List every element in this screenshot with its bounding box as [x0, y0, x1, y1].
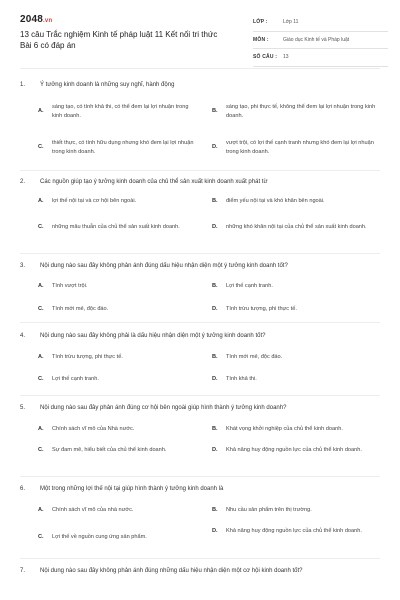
option-b[interactable] — [212, 506, 382, 515]
meta-key: MÔN : — [253, 36, 269, 43]
option-letter: A. — [38, 283, 44, 289]
meta-value: Lớp 11 — [283, 19, 299, 26]
option-letter: B. — [212, 283, 218, 289]
option-text: sáng tạo, có tính khả thi, có thể đem lại lợi nhuận trong kinh doanh. — [52, 104, 189, 119]
option-text: Chính sách vĩ mô của nhà nước. — [52, 507, 134, 513]
question-divider — [20, 395, 380, 396]
option-letter: C. — [38, 534, 44, 540]
option-c[interactable] — [38, 305, 203, 314]
question-divider — [20, 322, 380, 323]
question-number: 5. — [20, 405, 26, 411]
option-text: Khát vọng khởi nghiệp của chủ thể kinh doanh. — [226, 426, 343, 432]
question-prompt: Nội dung nào sau đây không phản ánh đúng dấu hiệu nhận diện một ý tưởng kinh doanh tốt? — [40, 263, 288, 269]
option-text: Tính trừu tượng, phi thực tế. — [52, 354, 123, 360]
option-text: Sự đam mê, hiểu biết của chủ thể kinh doanh. — [52, 447, 167, 453]
question-number: 6. — [20, 486, 26, 492]
option-letter: B. — [212, 108, 218, 115]
option-letter: D. — [212, 447, 218, 453]
option-d[interactable] — [212, 305, 382, 314]
question-prompt: Nội dung nào sau đây không phải là dấu hiệu nhận diện một ý tưởng kinh doanh tốt? — [40, 333, 266, 339]
page-header — [0, 0, 400, 64]
question-prompt: Nội dung nào sau đây phản ánh đúng cơ hội bên ngoài giúp hình thành ý tưởng kinh doanh? — [40, 405, 287, 411]
header-divider — [20, 68, 380, 69]
option-letter: A. — [38, 507, 44, 513]
question-number: 2. — [20, 179, 26, 185]
option-c[interactable] — [38, 446, 203, 455]
option-text: điểm yếu nội tại và khó khăn bên ngoài. — [226, 198, 325, 204]
option-c[interactable] — [38, 223, 198, 232]
option-a[interactable] — [38, 197, 203, 206]
question-divider — [20, 253, 380, 254]
option-b[interactable] — [212, 425, 382, 434]
option-letter: D. — [212, 376, 218, 382]
meta-row-count — [253, 49, 388, 67]
option-letter: C. — [38, 376, 44, 382]
option-letter: A. — [38, 198, 44, 204]
question-text — [20, 485, 380, 494]
question-number: 7. — [20, 568, 26, 574]
option-text: Tính trừu tượng, phi thực tế. — [226, 306, 297, 312]
option-text: Nhu cầu sản phẩm trên thị trường. — [226, 507, 312, 513]
option-letter: C. — [38, 306, 44, 312]
option-letter: B. — [212, 426, 218, 432]
option-text: những mâu thuẫn của chủ thể sản xuất kinh doanh. — [52, 224, 180, 230]
option-text: lợi thế nội tại và cơ hội bên ngoài. — [52, 198, 137, 204]
option-letter: C. — [38, 447, 44, 453]
logo-text: 2048 — [20, 14, 44, 25]
option-text: Lợi thế cạnh tranh. — [226, 283, 273, 289]
option-text: sáng tạo, phi thực tế, không thể đem lại lợi nhuận trong kinh doanh. — [226, 104, 376, 119]
question-number: 3. — [20, 263, 26, 269]
question-text — [20, 262, 380, 271]
option-letter: C. — [38, 144, 44, 151]
option-b[interactable] — [212, 353, 382, 362]
option-c[interactable] — [38, 139, 198, 156]
meta-value: Giáo dục Kinh tế và Pháp luật — [283, 36, 350, 43]
option-letter: B. — [212, 507, 218, 513]
option-a[interactable] — [38, 425, 203, 434]
question-number: 1. — [20, 82, 26, 88]
meta-key: LỚP : — [253, 19, 268, 26]
question-divider — [20, 170, 380, 171]
meta-row-subject — [253, 32, 388, 50]
option-text: Khả năng huy động nguồn lực của chủ thể kinh doanh. — [226, 447, 362, 453]
option-letter: D. — [212, 144, 218, 151]
option-letter: B. — [212, 198, 218, 204]
option-a[interactable] — [38, 506, 203, 515]
option-a[interactable] — [38, 353, 203, 362]
option-text: Khả năng huy động nguồn lực của chủ thể kinh doanh. — [226, 528, 362, 534]
question-prompt: Nội dung nào sau đây không phản ánh đúng những dấu hiệu nhận diện một cơ hội kinh doanh tốt? — [40, 568, 303, 574]
option-letter: C. — [38, 224, 44, 230]
option-text: Lợi thế về nguồn cung ứng sản phẩm. — [52, 534, 147, 540]
option-c[interactable] — [38, 375, 203, 384]
option-letter: D. — [212, 224, 218, 230]
option-d[interactable] — [212, 223, 382, 232]
option-text: Chính sách vĩ mô của Nhà nước. — [52, 426, 135, 432]
question-prompt: Ý tưởng kinh doanh là những suy nghĩ, hành động — [40, 82, 175, 88]
question-prompt: Các nguồn giúp tạo ý tưởng kinh doanh của chủ thể sản xuất kinh doanh xuất phát từ — [40, 179, 268, 185]
option-text: Tính mới mẻ, độc đáo. — [52, 306, 109, 312]
logo-suffix: .vn — [43, 18, 53, 24]
question-text — [20, 567, 375, 576]
option-letter: A. — [38, 108, 44, 115]
option-d[interactable] — [212, 446, 382, 455]
question-prompt: Một trong những lợi thế nội tại giúp hình thành ý tưởng kinh doanh là — [40, 486, 224, 492]
option-b[interactable] — [212, 282, 382, 291]
question-text — [20, 404, 380, 413]
option-letter: D. — [212, 528, 218, 534]
question-number: 4. — [20, 333, 26, 339]
option-text: những khó khăn nội tại của chủ thể sản xuất kinh doanh. — [226, 224, 367, 230]
question-text — [20, 178, 380, 187]
option-text: vượt trội, có lợi thế cạnh tranh nhưng khó đem lại lợi nhuận trong kinh doanh. — [226, 140, 374, 155]
option-letter: B. — [212, 354, 218, 360]
option-c[interactable] — [38, 533, 203, 542]
option-letter: D. — [212, 306, 218, 312]
meta-key: SỐ CÂU : — [253, 54, 278, 61]
site-logo[interactable] — [20, 14, 52, 25]
option-a[interactable] — [38, 103, 198, 120]
option-d[interactable] — [212, 527, 382, 536]
option-text: Tính vượt trội. — [52, 283, 88, 289]
option-d[interactable] — [212, 375, 382, 384]
question-text — [20, 332, 380, 341]
option-letter: A. — [38, 354, 44, 360]
option-text: Lợi thế cạnh tranh. — [52, 376, 99, 382]
question-divider — [20, 558, 380, 559]
option-d[interactable] — [212, 139, 382, 156]
option-b[interactable] — [212, 197, 382, 206]
option-text: thiết thực, có tính hữu dụng nhưng khó đem lại lợi nhuận trong kinh doanh. — [52, 140, 194, 155]
option-b[interactable] — [212, 103, 382, 120]
meta-row-class — [253, 14, 388, 32]
question-text — [20, 81, 380, 90]
option-text: Tính mới mẻ, độc đáo. — [226, 354, 283, 360]
question-divider — [20, 476, 380, 477]
option-text: Tính khả thi. — [226, 376, 257, 382]
option-letter: A. — [38, 426, 44, 432]
meta-value: 13 — [283, 54, 289, 61]
page-title: 13 câu Trắc nghiệm Kinh tế pháp luật 11 Kết nối tri thức Bài 6 có đáp án — [20, 30, 218, 50]
meta-table — [253, 14, 388, 67]
option-a[interactable] — [38, 282, 203, 291]
